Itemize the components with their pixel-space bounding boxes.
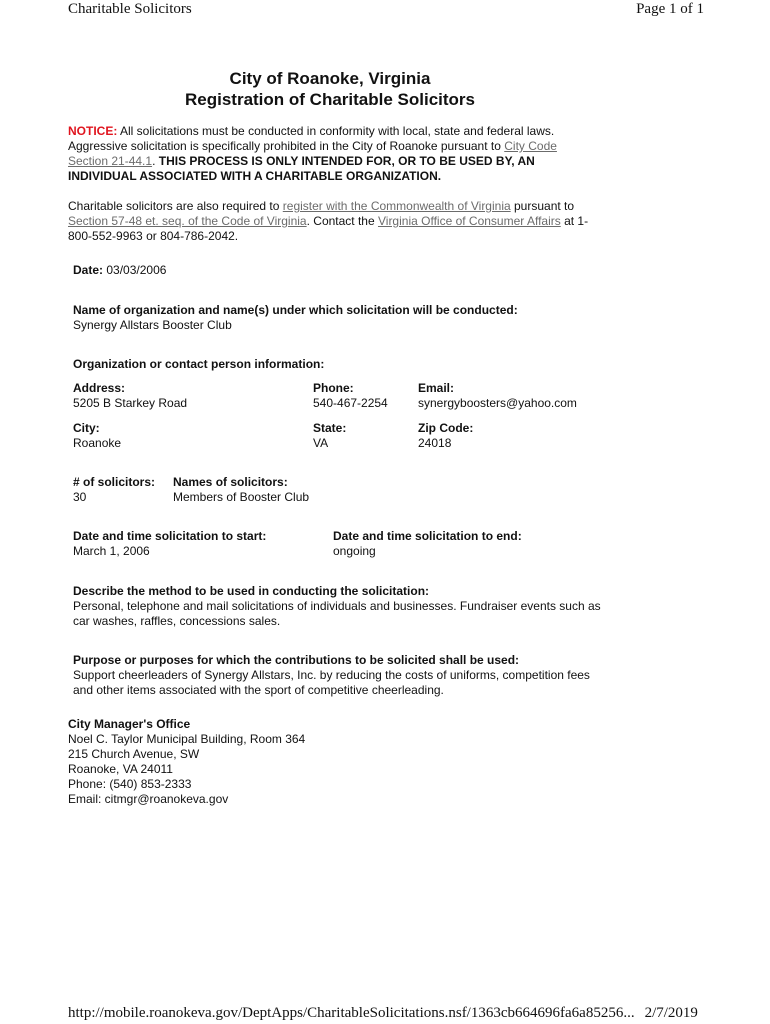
address-value: 5205 B Starkey Road xyxy=(73,396,188,410)
num-solicitors-value: 30 xyxy=(73,490,87,504)
print-header-page: Page 1 of 1 xyxy=(636,1,704,17)
notice-text-2: . xyxy=(152,154,159,168)
date-field xyxy=(73,263,603,278)
state-field xyxy=(313,421,346,451)
state-value: VA xyxy=(313,436,329,450)
names-solicitors-label: Names of solicitors: xyxy=(173,475,288,489)
zip-field xyxy=(418,421,473,451)
solicitors-row xyxy=(73,475,603,505)
names-solicitors-value: Members of Booster Club xyxy=(173,490,310,504)
start-label: Date and time solicitation to start: xyxy=(73,529,267,543)
office-name: City Manager's Office xyxy=(68,717,191,731)
method-field xyxy=(73,584,603,629)
office-street: 215 Church Avenue, SW xyxy=(68,747,200,761)
state-registration-paragraph xyxy=(68,199,598,244)
date-value: 03/03/2006 xyxy=(106,263,167,277)
notice-text: All solicitations must be conducted in conformity with local, state and federal laws. Aggressive solicitation is specifically prohibited in the City of Roanoke pursuant to xyxy=(68,124,555,153)
notice-paragraph xyxy=(68,124,598,184)
notice-label: NOTICE: xyxy=(68,124,118,138)
print-footer-date: 2/7/2019 xyxy=(644,1005,698,1021)
names-solicitors-field xyxy=(173,475,309,505)
start-field xyxy=(73,529,266,559)
date-label: Date: xyxy=(73,263,104,277)
org-name-value: Synergy Allstars Booster Club xyxy=(73,318,232,332)
title-line-2: Registration of Charitable Solicitors xyxy=(185,90,475,109)
phone-value: 540-467-2254 xyxy=(313,396,388,410)
code-of-virginia-link[interactable]: Section 57-48 et. seq. of the Code of Virginia xyxy=(68,214,307,228)
office-email: Email: citmgr@roanokeva.gov xyxy=(68,792,229,806)
num-solicitors-label: # of solicitors: xyxy=(73,475,156,489)
city-manager-office xyxy=(68,717,305,807)
office-building: Noel C. Taylor Municipal Building, Room 364 xyxy=(68,732,306,746)
office-city: Roanoke, VA 24011 xyxy=(68,762,173,776)
register-commonwealth-link[interactable]: register with the Commonwealth of Virginia xyxy=(282,199,511,213)
page-title xyxy=(0,68,660,110)
method-label: Describe the method to be used in conducting the solicitation: xyxy=(73,584,430,598)
start-value: March 1, 2006 xyxy=(73,544,150,558)
phone-field xyxy=(313,381,388,411)
address-label: Address: xyxy=(73,381,126,395)
contact-heading-label: Organization or contact person information: xyxy=(73,357,325,371)
email-field xyxy=(418,381,577,411)
end-field xyxy=(333,529,522,559)
city-code-link[interactable]: City Code Section 21-44.1 xyxy=(68,139,557,168)
contact-row-2 xyxy=(73,421,603,451)
state-reg-text-3: . Contact the xyxy=(306,214,378,228)
org-name-label: Name of organization and name(s) under which solicitation will be conducted: xyxy=(73,303,518,317)
purpose-value: Support cheerleaders of Synergy Allstars, Inc. by reducing the costs of uniforms, competition fees and other items associated with the sport of competitive cheerleading. xyxy=(73,668,590,697)
num-solicitors-field xyxy=(73,475,155,505)
end-value: ongoing xyxy=(333,544,376,558)
email-value: synergyboosters@yahoo.com xyxy=(418,396,577,410)
state-reg-text-4: at 1-800-552-9963 or 804-786-2042. xyxy=(68,214,589,243)
city-label: City: xyxy=(73,421,100,435)
contact-heading xyxy=(73,357,603,372)
state-reg-text-2: pursuant to xyxy=(510,199,575,213)
purpose-field xyxy=(73,653,603,698)
print-footer xyxy=(68,1005,698,1022)
zip-value: 24018 xyxy=(418,436,452,450)
contact-row-1 xyxy=(73,381,603,411)
notice-bold-text: THIS PROCESS IS ONLY INTENDED FOR, OR TO BE USED BY, AN INDIVIDUAL ASSOCIATED WITH A CHARITABLE ORGANIZATION. xyxy=(68,154,535,183)
state-label: State: xyxy=(313,421,347,435)
email-label: Email: xyxy=(418,381,455,395)
consumer-affairs-link[interactable]: Virginia Office of Consumer Affairs xyxy=(377,214,561,228)
zip-label: Zip Code: xyxy=(418,421,474,435)
phone-label: Phone: xyxy=(313,381,354,395)
address-field xyxy=(73,381,187,411)
dates-row xyxy=(73,529,603,559)
end-label: Date and time solicitation to end: xyxy=(333,529,522,543)
print-footer-url: http://mobile.roanokeva.gov/DeptApps/CharitableSolicitations.nsf/1363cb664696fa6a85256... xyxy=(68,1005,635,1021)
city-field xyxy=(73,421,121,451)
state-reg-text-1: Charitable solicitors are also required to xyxy=(68,199,283,213)
city-value: Roanoke xyxy=(73,436,122,450)
title-line-1: City of Roanoke, Virginia xyxy=(229,69,431,88)
org-name-field xyxy=(73,303,603,333)
method-value: Personal, telephone and mail solicitations of individuals and businesses. Fundraiser events such as car washes, raffles, concessions sales. xyxy=(73,599,601,628)
print-header-title: Charitable Solicitors xyxy=(68,1,192,17)
notice-section xyxy=(68,124,598,244)
office-phone: Phone: (540) 853-2333 xyxy=(68,777,192,791)
purpose-label: Purpose or purposes for which the contributions to be solicited shall be used: xyxy=(73,653,520,667)
